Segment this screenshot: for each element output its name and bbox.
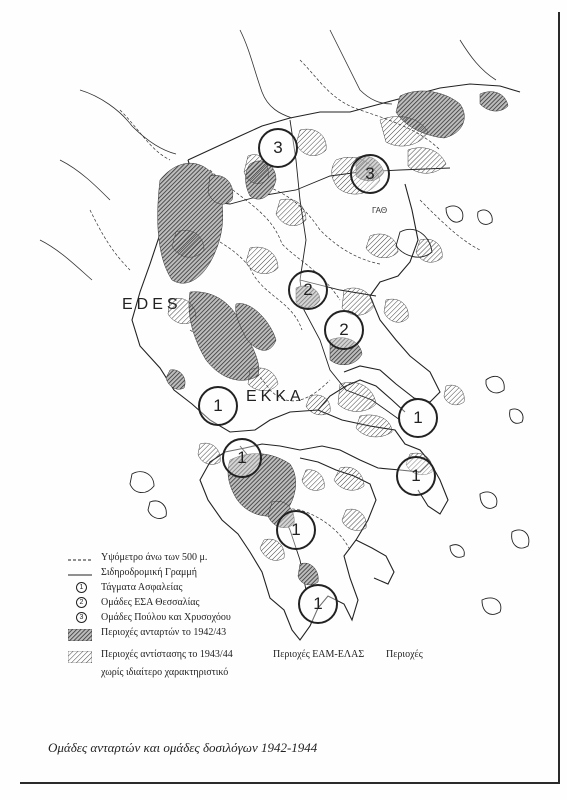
- legend-item-no-characteristic: [68, 667, 448, 682]
- legend-other-areas-label: Περιοχές: [386, 649, 423, 660]
- circle-number-icon: 2: [76, 597, 87, 608]
- legend-item-guerrilla-1942-43: [68, 627, 448, 649]
- legend-item-railway: [68, 567, 448, 582]
- legend-item-esa-thessaly: [68, 597, 448, 612]
- light-hatch-swatch-icon: [68, 651, 92, 663]
- legend-label: Υψόμετρο άνω των 500 μ.: [101, 552, 208, 563]
- marker-group-2-thessaly-south: 2: [324, 310, 364, 350]
- legend-item-security-battalions: [68, 582, 448, 597]
- marker-group-3-east: 3: [350, 154, 390, 194]
- region-label-ekka: EKKA: [246, 388, 305, 405]
- legend-label: Τάγματα Ασφαλείας: [101, 582, 183, 593]
- marker-group-3-north: 3: [258, 128, 298, 168]
- legend-label: Ομάδες Πούλου και Χρυσοχόου: [101, 612, 231, 623]
- map-legend: [68, 552, 448, 682]
- legend-item-resistance-1943-44: [68, 649, 448, 667]
- map-caption: Ομάδες ανταρτών και ομάδες δοσιλόγων 1942-1944: [48, 740, 318, 755]
- marker-group-1-peloponnese: 1: [276, 510, 316, 550]
- legend-label: Περιοχές αντίστασης το 1943/44: [101, 649, 233, 660]
- marker-group-1-patras: 1: [222, 438, 262, 478]
- legend-item-altitude: [68, 552, 448, 567]
- marker-group-1-aetolia: 1: [198, 386, 238, 426]
- circle-number-icon: 3: [76, 612, 87, 623]
- legend-label: Σιδηροδρομική Γραμμή: [101, 567, 197, 578]
- solid-line-icon: [68, 570, 92, 579]
- legend-label: Ομάδες ΕΣΑ Θεσσαλίας: [101, 597, 200, 608]
- legend-item-poulos-chrysochoos: [68, 612, 448, 627]
- marker-group-2-thessaly-north: 2: [288, 270, 328, 310]
- region-label-edes: EDES: [122, 296, 182, 313]
- place-label-gath: ΓΑΘ: [372, 206, 388, 215]
- dark-hatch-swatch-icon: [68, 629, 92, 641]
- marker-group-1-laconia: 1: [298, 584, 338, 624]
- circle-number-icon: 1: [76, 582, 87, 593]
- legend-label: Περιοχές ανταρτών το 1942/43: [101, 627, 227, 638]
- legend-eam-elas-label: Περιοχές ΕΑΜ-ΕΛΑΣ: [273, 649, 365, 660]
- marker-group-1-euboea: 1: [398, 398, 438, 438]
- legend-label: χωρίς ιδιαίτερο χαρακτηριστικό: [101, 667, 229, 678]
- dashed-line-icon: [68, 555, 92, 564]
- marker-group-1-attica: 1: [396, 456, 436, 496]
